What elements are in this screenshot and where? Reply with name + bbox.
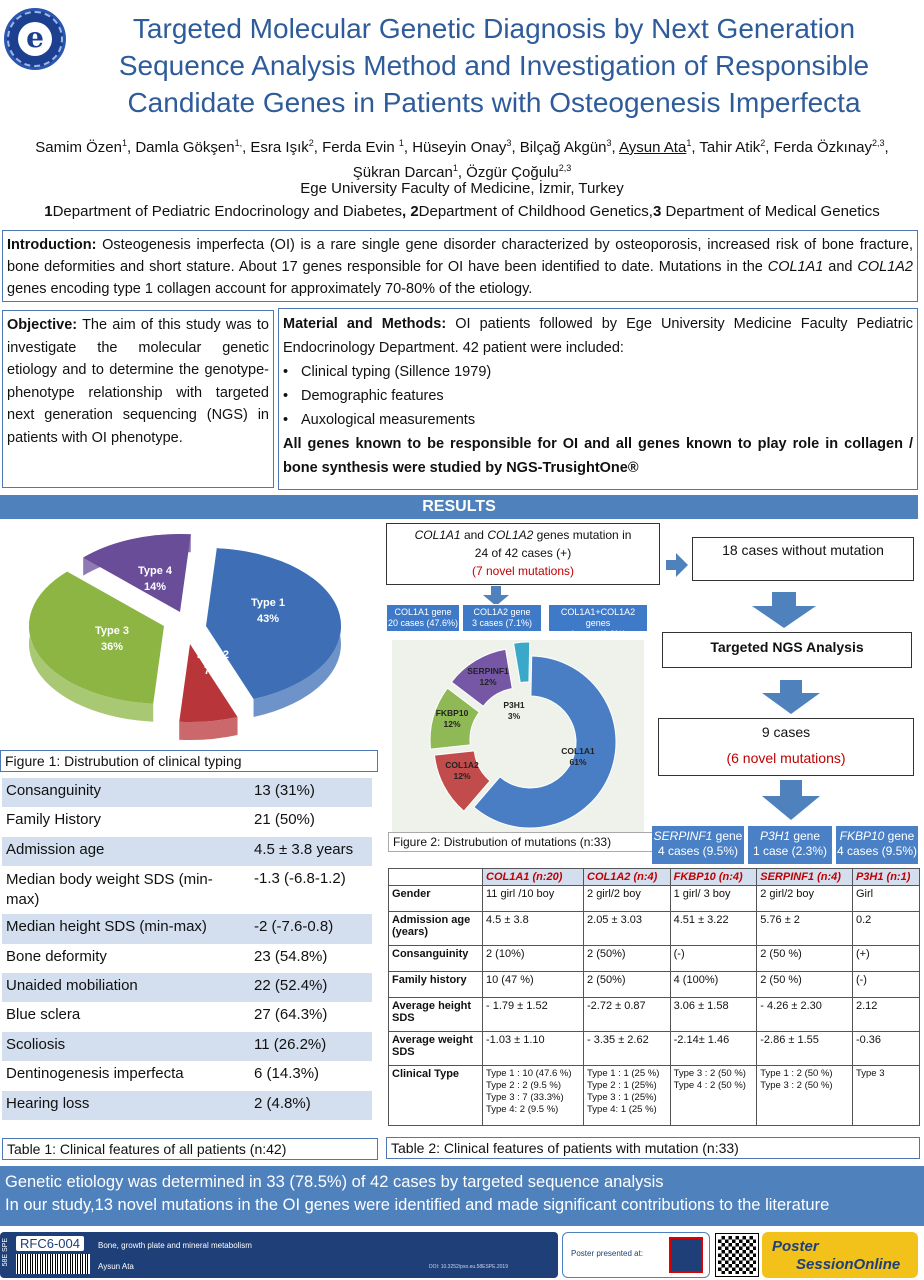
column-header: COL1A2 (n:4) [584,869,671,886]
targeted-ngs-box: Targeted NGS Analysis [662,632,912,668]
table-row [2,1002,372,1031]
cell-value: 1 girl/ 3 boy [670,886,757,912]
cell-value: - 1.79 ± 1.52 [483,998,584,1032]
column-header [389,869,483,886]
cell-value: -0.36 [852,1032,919,1066]
cell-value: - 3.35 ± 2.62 [584,1032,671,1066]
combined-gene-box: COL1A1+COL1A2 genes 1 case (2.3%) [548,604,648,632]
methods-text: OI patients followed by Ege University Medicine Faculty Pediatric Endocrinology Department. 42 patient were included: [283,316,913,356]
feature-label: Median height SDS (min-max) [2,914,250,943]
methods-box [278,308,918,490]
feature-value: 27 (64.3%) [250,1002,372,1031]
clinical-type-line: Type 2 : 2 (9.5 %) [486,1080,561,1091]
author-name: Samim Özen [35,139,122,156]
col1a1-gene-box: COL1A1 gene 20 cases (47.6%) [386,604,460,632]
pie-label: Type 4 [137,565,173,577]
clinical-type-cell [483,1066,584,1126]
logo-letter: e [18,22,52,56]
cell-value: 2 girl/2 boy [757,886,853,912]
clinical-type-line: Type 3 : 1 (25%) [587,1092,657,1103]
cases-without-mutation: 18 cases without mutation [692,537,914,581]
feature-label: Scoliosis [2,1032,250,1061]
arrow-down-icon [762,780,820,820]
footer-info [0,1232,558,1278]
p3h1-gene-box: P3H1 gene 1 case (2.3%) [748,826,832,864]
author-name: Özgür Çoğulu [466,164,559,181]
author-name: Damla Gökşen [135,139,235,156]
table-row [2,1061,372,1090]
cell-value: 4.5 ± 3.8 [483,912,584,946]
pie-value-label: 14% [143,581,167,593]
cell-value: Girl [852,886,919,912]
novel-mutations-7: (7 novel mutations) [471,564,575,578]
row-label: Average weight SDS [389,1032,483,1066]
figure1-caption: Figure 1: Distrubution of clinical typing [0,750,378,772]
author-affiliation: 3 [606,138,612,148]
donut-label: P3H1 [503,700,525,710]
cell-value: 10 (47 %) [483,972,584,998]
column-header: SERPINF1 (n:4) [757,869,853,886]
table-row [389,998,920,1032]
clinical-type-line: Type 2 : 1 (25%) [587,1080,657,1091]
author-affiliation: 2,3 [872,138,885,148]
clinical-features-table [2,778,372,1120]
author-affiliation: 1 [121,138,127,148]
poster-session-online-logo[interactable]: Poster SessionOnline [762,1232,918,1278]
author-name: Ferda Evin [322,139,399,156]
poster-title: Targeted Molecular Genetic Diagnosis by Next Generation Sequence Analysis Method and Investigation of Responsible Candidate Genes in Patients with Osteogenesis Imperfecta [118,13,870,118]
dept-num-2: 2 [410,203,419,220]
feature-label: Median body weight SDS (min-max) [2,866,250,914]
donut-label: COL1A1 [561,746,595,756]
mutation-summary-box: COL1A1 and COL1A2 genes mutation in 24 of 42 cases (+) (7 novel mutations) [386,523,660,585]
author-affiliation: 2 [308,138,314,148]
objective-text: The aim of this study was to investigate the molecular genetic etiology and to determine the genotype-phenotype relationship with targeted next generation sequencing (NGS) in patients with OI phenotype. [7,317,269,446]
author-affiliation: 2,3 [558,163,572,173]
serpinf1-gene-box: SERPINF1 gene 4 cases (9.5%) [652,826,744,864]
row-label: Consanguinity [389,946,483,972]
feature-value: 11 (26.2%) [250,1032,372,1061]
cell-value: - 4.26 ± 2.30 [757,998,853,1032]
author-name: Esra Işık [250,139,309,156]
cell-value: 3.06 ± 1.58 [670,998,757,1032]
fkbp10-gene-box: FKBP10 gene 4 cases (9.5%) [836,826,918,864]
arrow-down-icon [481,586,511,606]
table-row [2,1091,372,1120]
row-label: Clinical Type [389,1066,483,1126]
clinical-type-line: Type 1 : 1 (25 %) [587,1068,660,1079]
row-label: Family history [389,972,483,998]
table-row [2,973,372,1002]
cell-value: -2.14± 1.46 [670,1032,757,1066]
clinical-type-cell [670,1066,757,1126]
mutations-chart [392,640,644,832]
methods-bullet: • Demographic features [283,384,913,408]
table-row [389,972,920,998]
figure2-caption: Figure 2: Distrubution of mutations (n:33) [388,832,654,852]
institution: Ege University Faculty of Medicine, İzmir, Turkey [300,180,624,197]
clinical-type-line: Type 3 : 7 (33.3%) [486,1092,564,1103]
table-row [389,886,920,912]
cell-value: (-) [852,972,919,998]
author-affiliation: 2 [760,138,766,148]
author-name: Tahir Atik [699,139,761,156]
clinical-type-line: Type 3 [855,1068,885,1079]
introduction-box: Introduction: Osteogenesis imperfecta (OI) is a rare single gene disorder characterized by osteoporosis, increased risk of bone fracture, bone deformities and short stature. About 17 genes responsible for OI have been identified to date. Mutations in the COL1A1 and COL1A2 genes encoding type 1 collagen account for approximately 70-80% of the etiology. [2,230,918,302]
objective-box [2,310,274,488]
row-label: Admission age (years) [389,912,483,946]
objective-label: Objective: [7,317,78,333]
cell-value: 5.76 ± 2 [757,912,853,946]
cell-value: -1.03 ± 1.10 [483,1032,584,1066]
author-affiliation: 1 [398,138,404,148]
methods-bullet: • Auxological measurements [283,408,913,432]
dept-num-3: 3 [652,203,662,220]
feature-label: Consanguinity [2,778,250,807]
author-name: Aysun Ata [619,139,687,156]
table-row [2,837,372,866]
clinical-type-line: Type 4: 2 (9.5 %) [486,1104,559,1115]
feature-label: Unaided mobiliation [2,973,250,1002]
cell-value: (-) [670,946,757,972]
col1a2-gene-box: COL1A2 gene 3 cases (7.1%) [462,604,542,632]
feature-value: 6 (14.3%) [250,1061,372,1090]
cell-value: 2 (50 %) [757,972,853,998]
feature-value: 21 (50%) [250,807,372,836]
clinical-type-line: Type 4 : 2 (50 %) [673,1080,746,1091]
barcode-icon [16,1254,90,1274]
cell-value: 2.05 ± 3.03 [584,912,671,946]
table-row [2,914,372,943]
feature-label: Bone deformity [2,944,250,973]
dept-2: Department of Childhood Genetics [418,203,649,220]
table-row [389,1066,920,1126]
conclusion-line-1: Genetic etiology was determined in 33 (78.5%) of 42 cases by targeted sequence analysis [5,1173,664,1191]
donut-value-label: 12% [453,771,471,781]
clinical-type-line: Type 3 : 2 (50 %) [760,1080,833,1091]
table-header-row [389,869,920,886]
author-name: Ferda Özkınay [773,139,873,156]
presented-at [562,1232,710,1278]
methods-label: Material and Methods: [283,316,447,332]
donut-value-label: 61% [569,757,587,767]
cell-value: 11 girl /10 boy [483,886,584,912]
pie-value-label: 43% [256,613,280,625]
novel-mutations-6: (6 novel mutations) [726,750,846,766]
clinical-type-line: Type 4: 1 (25 %) [587,1104,657,1115]
feature-value: 23 (54.8%) [250,944,372,973]
feature-value: 13 (31%) [250,778,372,807]
poster-code: RFC6-004 [16,1236,84,1251]
clinical-type-line: Type 3 : 2 (50 %) [673,1068,746,1079]
feature-label: Blue sclera [2,1002,250,1031]
results-heading: RESULTS [0,495,918,519]
table-row [2,944,372,973]
pie-label: Type 1 [250,597,286,609]
cell-value: 2 (50%) [584,972,671,998]
feature-label: Dentinogenesis imperfecta [2,1061,250,1090]
clinical-type-cell [757,1066,853,1126]
presented-text: Poster presented at: [571,1249,644,1258]
author-affiliation: 3 [506,138,512,148]
clinical-type-line: Type 1 : 2 (50 %) [760,1068,833,1079]
nine-cases-box: 9 cases (6 novel mutations) [658,718,914,776]
cell-value: 2 (10%) [483,946,584,972]
university-logo [4,8,66,70]
footer-topic: Bone, growth plate and mineral metabolism [98,1241,252,1250]
table2-caption: Table 2: Clinical features of patients with mutation (n:33) [386,1137,920,1159]
conclusion-line-2: In our study,13 novel mutations in the OI genes were identified and made significant contributions to the literature [5,1196,830,1214]
cell-value: -2.72 ± 0.87 [584,998,671,1032]
column-header: FKBP10 (n:4) [670,869,757,886]
clinical-typing-pie [0,522,378,747]
cell-value: 2 (50 %) [757,946,853,972]
authors: Samim Özen$^1$, Damla Gökşen$^{1,}$, Esra Işık$^2$, Ferda Evin $^1$, Hüseyin Onay$^3$, Bilçağ Akgün$^3$, Aysun Ata$^1$, Tahir Atik$^2$, Ferda Özkınay$^{2,3}$, Şükran Darcan$^1$, Özgür Çoğulu$^{2,3}$ [35,138,889,181]
donut-label: SERPINF1 [467,666,509,676]
dept-1: Department of Pediatric Endocrinology and Diabetes [52,203,402,220]
feature-value: 2 (4.8%) [250,1091,372,1120]
author-name: Bilçağ Akgün [519,139,607,156]
author-affiliation: 1 [452,163,458,173]
clinical-type-cell [584,1066,671,1126]
feature-value: -2 (-7.6-0.8) [250,914,372,943]
departments: 1Department of Pediatric Endocrinology and Diabetes, 2Department of Childhood Genetics,3 Department of Medical Genetics [44,203,880,220]
mutation-features-table [388,868,920,1126]
table-row [2,778,372,807]
feature-label: Admission age [2,837,250,866]
pie-value-label: 7% [204,665,220,677]
cell-value: -2.86 ± 1.55 [757,1032,853,1066]
table-row [389,912,920,946]
table-row [389,1032,920,1066]
column-header: P3H1 (n:1) [852,869,919,886]
feature-label: Family History [2,807,250,836]
footer-side-label: 58E SPE [2,1238,9,1267]
donut-label: FKBP10 [435,708,469,718]
row-label: Gender [389,886,483,912]
donut-value-label: 12% [479,677,497,687]
methods-list [283,360,913,432]
column-header: COL1A1 (n:20) [483,869,584,886]
feature-value: 4.5 ± 3.8 years [250,837,372,866]
clinical-type-cell [852,1066,919,1126]
cell-value: 2 girl/2 boy [584,886,671,912]
clinical-type-line: Type 1 : 10 (47.6 %) [486,1068,572,1079]
pie-label: Type 2 [194,649,230,661]
dept-num-1: 1 [44,203,53,220]
cell-value: (+) [852,946,919,972]
intro-label: Introduction: [7,237,97,253]
cell-value: 0.2 [852,912,919,946]
pie-value-label: 36% [100,641,124,653]
espe-logo-icon [669,1237,703,1273]
donut-value-label: 12% [443,719,461,729]
table-row [2,866,372,914]
mutations-donut [392,640,644,832]
methods-bullet: • Clinical typing (Sillence 1979) [283,360,913,384]
arrow-down-icon [762,680,820,714]
cell-value: 2 (50%) [584,946,671,972]
conclusion-bar [0,1166,924,1226]
pie-label: Type 3 [94,625,130,637]
table-row [389,946,920,972]
donut-label: COL1A2 [445,760,479,770]
feature-label: Hearing loss [2,1091,250,1120]
author-name: Şükran Darcan [352,164,453,181]
author-name: Hüseyin Onay [412,139,507,156]
footer-doi: DOI: 10.3252/pso.eu.58ESPE.2019 [429,1264,508,1270]
footer-author: Aysun Ata [98,1262,134,1271]
logo-ring [7,11,63,67]
qr-code-icon[interactable] [716,1234,758,1276]
cell-value: 2.12 [852,998,919,1032]
cell-value: 4 (100%) [670,972,757,998]
donut-value-label: 3% [507,711,521,721]
methods-bold-text: All genes known to be responsible for OI and all genes known to play role in collagen / bone synthesis were studied by NGS-TrusightOne® [283,436,913,476]
table-row [2,1032,372,1061]
arrow-right-icon [666,553,688,577]
author-affiliation: 1 [686,138,692,148]
clinical-typing-chart [0,522,378,747]
table1-caption: Table 1: Clinical features of all patients (n:42) [2,1138,378,1160]
author-affiliation: 1, [234,138,243,148]
donut-slice [514,642,530,683]
table-row [2,807,372,836]
row-label: Average height SDS [389,998,483,1032]
cell-value: 4.51 ± 3.22 [670,912,757,946]
feature-value: -1.3 (-6.8-1.2) [250,866,372,914]
feature-value: 22 (52.4%) [250,973,372,1002]
arrow-down-icon [752,592,816,628]
dept-3: Department of Medical Genetics [665,203,880,220]
